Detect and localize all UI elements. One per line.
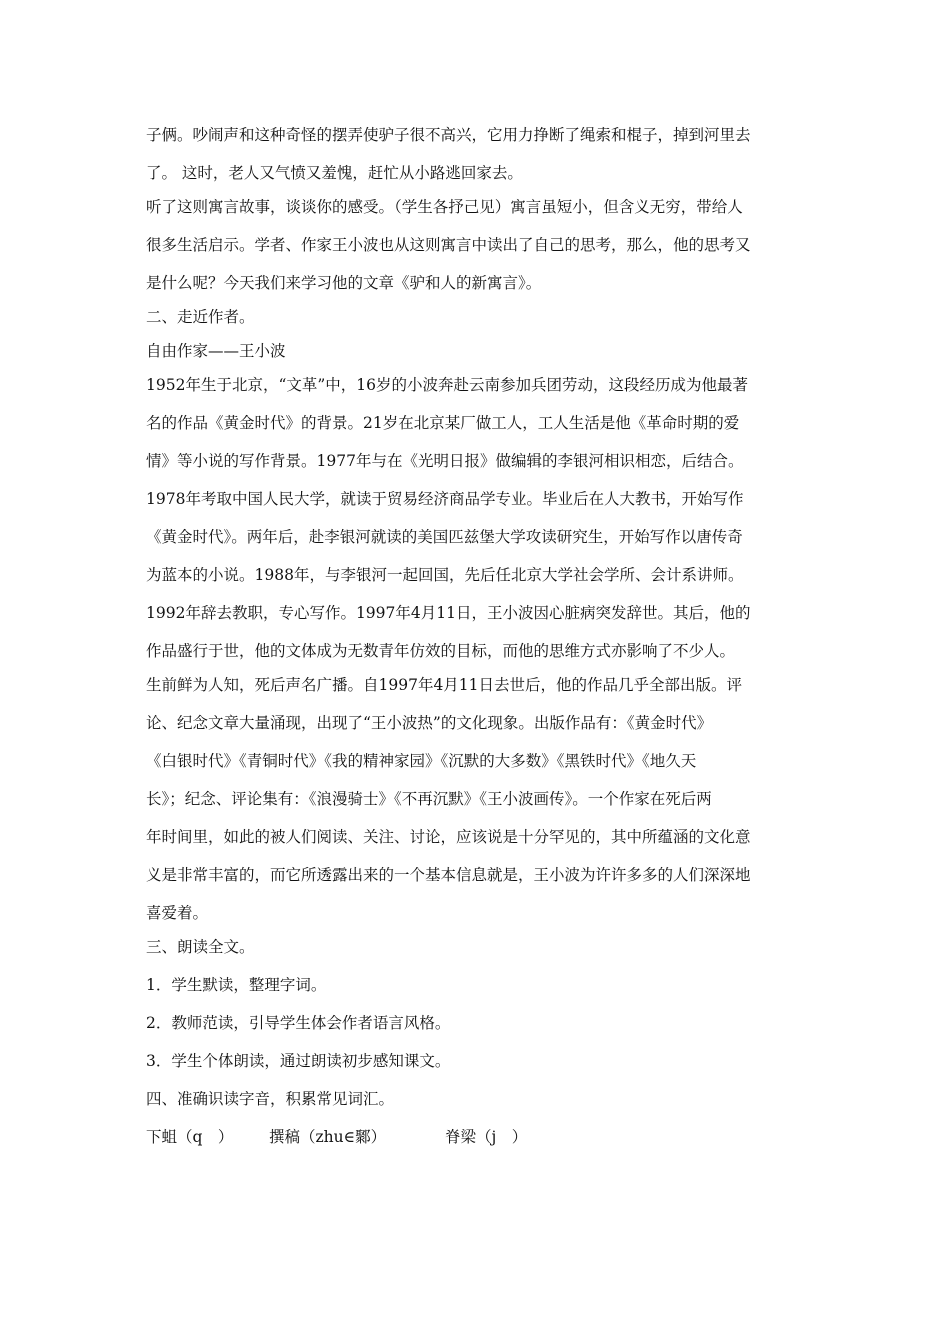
paragraph-line: 作品盛行于世，他的文体成为无数青年仿效的目标，而他的思维方式亦影响了不少人。 (146, 642, 736, 660)
section-heading: 四、准确识读字音，积累常见词汇。 (146, 1090, 395, 1108)
paragraph-line: 生前鲜为人知，死后声名广播。自1997年4月11日去世后，他的作品几乎全部出版。评 (146, 676, 743, 694)
paragraph-line: 听了这则寓言故事，谈谈你的感受。（学生各抒己见）寓言虽短小，但含义无穷，带给人 (146, 198, 743, 216)
vocab-row (146, 1123, 806, 1151)
body-text (146, 121, 806, 1151)
vocab-item: 撰稿（zhu∈鄹） (269, 1128, 387, 1146)
paragraph-line: 长》；纪念、评论集有：《浪漫骑士》《不再沉默》《王小波画传》。一个作家在死后两 (146, 790, 712, 808)
list-item: 2．教师范读，引导学生体会作者语言风格。 (146, 1014, 451, 1032)
paragraph-line: 子俩。吵闹声和这种奇怪的摆弄使驴子很不高兴，它用力挣断了绳索和棍子，掉到河里去 (146, 126, 751, 144)
paragraph-line: 了。 这时，老人又气愤又羞愧，赶忙从小路逃回家去。 (146, 164, 523, 182)
paragraph-line: 为蓝本的小说。1988年，与李银河一起回国，先后任北京大学社会学所、会计系讲师。 (146, 566, 744, 584)
paragraph-line: 名的作品《黄金时代》的背景。21岁在北京某厂做工人，工人生活是他《革命时期的爱 (146, 414, 740, 432)
paragraph-line: 《白银时代》《青铜时代》《我的精神家园》《沉默的大多数》《黑铁时代》《地久天 (146, 752, 697, 770)
paragraph-line: 《黄金时代》。两年后，赴李银河就读的美国匹兹堡大学攻读研究生，开始写作以唐传奇 (146, 528, 743, 546)
paragraph-line: 年时间里，如此的被人们阅读、关注、讨论，应该说是十分罕见的，其中所蕴涵的文化意 (146, 828, 751, 846)
section-heading: 二、走近作者。 (146, 308, 255, 326)
vocab-item: 下蛆（q ） (146, 1128, 234, 1146)
list-item: 1．学生默读，整理字词。 (146, 976, 327, 994)
paragraph-line: 1978年考取中国人民大学，就读于贸易经济商品学专业。毕业后在人大教书，开始写作 (146, 490, 744, 508)
subheading: 自由作家——王小波 (146, 342, 286, 360)
section-heading: 三、朗读全文。 (146, 938, 255, 956)
paragraph-line: 1952年生于北京，“文革”中，16岁的小波奔赴云南参加兵团劳动，这段经历成为他最著 (146, 376, 749, 394)
paragraph-line: 喜爱着。 (146, 904, 209, 922)
vocab-item: 脊梁（j ） (445, 1128, 528, 1146)
paragraph-line: 论、纪念文章大量涌现，出现了“王小波热”的文化现象。出版作品有：《黄金时代》 (146, 714, 713, 732)
paragraph-line: 情》等小说的写作背景。1977年与在《光明日报》做编辑的李银河相识相恋，后结合。 (146, 452, 744, 470)
paragraph-line: 1992年辞去教职，专心写作。1997年4月11日，王小波因心脏病突发辞世。其后，他的 (146, 604, 751, 622)
paragraph-line: 义是非常丰富的，而它所透露出来的一个基本信息就是，王小波为许许多多的人们深深地 (146, 866, 751, 884)
paragraph-line: 是什么呢？今天我们来学习他的文章《驴和人的新寓言》。 (146, 274, 542, 292)
paragraph-line: 很多生活启示。学者、作家王小波也从这则寓言中读出了自己的思考，那么，他的思考又 (146, 236, 751, 254)
list-item: 3．学生个体朗读，通过朗读初步感知课文。 (146, 1052, 451, 1070)
